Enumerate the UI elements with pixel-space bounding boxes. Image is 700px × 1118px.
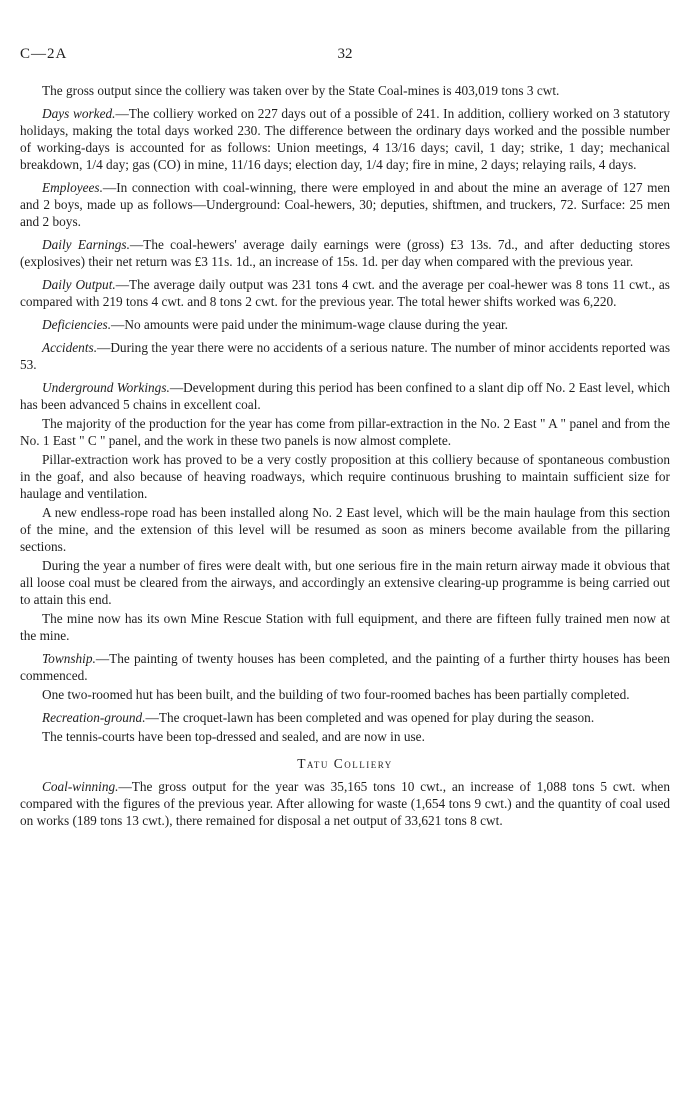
text-daily-earnings: —The coal-hewers' average daily earnings were (gross) £3 13s. 7d., and after deducting stores (explosives) their net return was £3 11s. 1d., an increase of 15s. 1d. per day when compared with the previous year.: [20, 237, 671, 269]
heading-daily-earnings: Daily Earnings.: [42, 237, 130, 252]
paragraph-recreation-ground: [20, 709, 670, 726]
heading-daily-output: Daily Output.: [42, 277, 116, 292]
page-body: [20, 82, 670, 835]
paragraph-township: [20, 650, 670, 684]
heading-deficiencies: Deficiencies.: [42, 317, 112, 332]
text-employees: —In connection with coal-winning, there were employed in and about the mine an average of 127 men and 2 boys, made up as follows—Underground: Coal-hewers, 30; deputies, shiftmen, and truckers, 72. Surface: 25 men and 2 boys.: [20, 180, 670, 229]
paragraph-employees: [20, 179, 670, 230]
paragraph-tennis-courts: The tennis-courts have been top-dressed and sealed, and are now in use.: [42, 729, 425, 744]
text-deficiencies: —No amounts were paid under the minimum-wage clause during the year.: [111, 317, 508, 332]
report-code: C—2A: [20, 46, 68, 62]
text-accidents: —During the year there were no accidents of a serious nature. The number of minor accidents reported was 53.: [20, 340, 670, 372]
paragraph-endless-rope: A new endless-rope road has been installed along No. 2 East level, which will be the main haulage from this section of the mine, and the extension of this level will be resumed as soon as miners become available from the pillaring sections.: [20, 505, 670, 554]
text-days-worked: —The colliery worked on 227 days out of a possible of 241. In addition, colliery worked on 3 statutory holidays, making the total days worked 230. The difference between the ordinary days worked and the possible number of working-days is accounted for as follows: Union meetings, 4 13/16 days; cavil, 1 day; strike, 1 day; mechanical breakdown, 1/4 day; gas (CO) in mine, 11/16 days; election day, 1/4 day; fire in mine, 2 days; relaying rails, 4 days.: [20, 106, 670, 172]
paragraph-daily-output: [20, 276, 670, 310]
text-recreation-ground: —The croquet-lawn has been completed and was opened for play during the season.: [145, 710, 595, 725]
heading-employees: Employees.: [42, 180, 103, 195]
text-township: —The painting of twenty houses has been completed, and the painting of a further thirty houses has been commenced.: [20, 651, 670, 683]
heading-underground-workings: Underground Workings.: [42, 380, 170, 395]
page-header: [20, 0, 670, 60]
paragraph-production: The majority of the production for the year has come from pillar-extraction in the No. 2 East " A " panel and from the No. 1 East " C " panel, and the work in these two panels is now almost complete.: [20, 416, 670, 448]
heading-days-worked: Days worked.: [42, 106, 116, 121]
paragraph-days-worked: [20, 105, 670, 173]
heading-recreation-ground: Recreation-ground.: [42, 710, 146, 725]
paragraph-deficiencies: [20, 316, 670, 333]
paragraph-rescue-station: The mine now has its own Mine Rescue Station with full equipment, and there are fifteen fully trained men now at the mine.: [20, 611, 670, 643]
page-number: 32: [337, 46, 353, 62]
paragraph-underground-workings: [20, 379, 670, 413]
heading-accidents: Accidents.: [42, 340, 98, 355]
text-coal-winning: —The gross output for the year was 35,165 tons 10 cwt., an increase of 1,088 tons 5 cwt. when compared with the figures of the previous year. After allowing for waste (1,654 tons 9 cwt.) and the quantity of coal used on works (189 tons 13 cwt.), there remained for disposal a net output of 33,621 tons 8 cwt.: [20, 779, 670, 828]
section-title-tatu-colliery: Tatu Colliery: [297, 756, 393, 771]
paragraph-coal-winning: [20, 778, 670, 829]
text-daily-output: —The average daily output was 231 tons 4 cwt. and the average per coal-hewer was 8 tons 11 cwt., as compared with 219 tons 4 cwt. and 8 tons 2 cwt. for the previous year. The total hewer shifts worked was 6,220.: [20, 277, 670, 309]
paragraph-accidents: [20, 339, 670, 373]
document-page: [20, 0, 671, 828]
paragraph-fires: During the year a number of fires were dealt with, but one serious fire in the main return airway made it obvious that all loose coal must be cleared from the airways, and accordingly an extensive clearing-up programme is being carried out to attain this end.: [20, 558, 670, 607]
text-underground-workings: —Development during this period has been confined to a slant dip off No. 2 East level, which has been advanced 5 chains in excellent coal.: [20, 380, 670, 412]
paragraph-daily-earnings: [20, 236, 670, 270]
heading-coal-winning: Coal-winning.: [42, 779, 119, 794]
paragraph-pillar-extraction: Pillar-extraction work has proved to be a very costly proposition at this colliery because of spontaneous combustion in the goaf, and also because of heaving roadways, which require continuous brushing to maintain sufficient size for haulage and ventilation.: [20, 452, 670, 501]
heading-township: Township.: [42, 651, 96, 666]
paragraph-hut: One two-roomed hut has been built, and the building of two four-roomed baches has been partially completed.: [42, 687, 630, 702]
paragraph-gross-output: The gross output since the colliery was taken over by the State Coal-mines is 403,019 tons 3 cwt.: [42, 83, 560, 98]
